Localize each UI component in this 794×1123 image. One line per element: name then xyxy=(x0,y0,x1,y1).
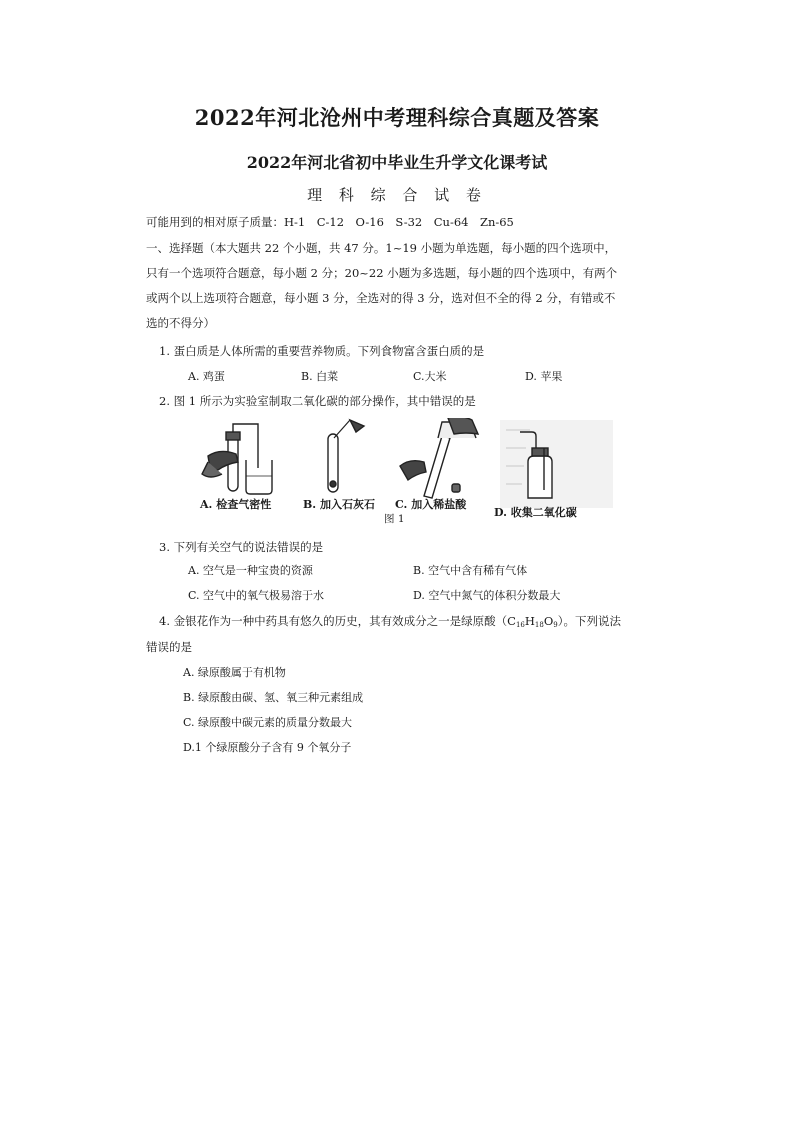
q3-option-b: B. 空气中含有稀有气体 xyxy=(413,564,528,577)
section1-line-3: 或两个以上选项符合题意，每小题 3 分，全选对的得 3 分，选对但不全的得 2 分，有错或不 xyxy=(146,291,616,305)
figure-label-b: B. 加入石灰石 xyxy=(303,498,375,511)
q2-stem: 2. 图 1 所示为实验室制取二氧化碳的部分操作，其中错误的是 xyxy=(159,394,476,408)
q3-option-d: D. 空气中氮气的体积分数最大 xyxy=(413,589,561,602)
section1-line-1: 一、选择题（本大题共 22 个小题，共 47 分。1~19 小题为单选题，每小题的四个选项中， xyxy=(146,241,617,255)
q4-stem-after: ）。下列说法 xyxy=(557,614,621,628)
q4-option-c: C. 绿原酸中碳元素的质量分数最大 xyxy=(183,716,353,729)
apparatus-b xyxy=(328,420,364,492)
apparatus-c xyxy=(400,418,478,498)
q4-option-d: D.1 个绿原酸分子含有 9 个氧分子 xyxy=(183,741,352,754)
q4-stem-line-2: 错误的是 xyxy=(146,640,192,654)
q4-formula-o: O xyxy=(543,614,554,628)
section1-line-4: 选的不得分） xyxy=(146,316,215,330)
q4-formula-sub-h: 18 xyxy=(534,621,544,629)
q3-option-c: C. 空气中的氧气极易溶于水 xyxy=(188,589,325,602)
section1-line-2: 只有一个选项符合题意，每小题 2 分；20~22 小题为多选题，每小题的四个选项中，有两个 xyxy=(146,266,618,280)
q4-option-a: A. 绿原酸属于有机物 xyxy=(183,666,286,679)
apparatus-a xyxy=(202,424,272,494)
exam-title: 2022年河北省初中毕业生升学文化课考试 xyxy=(246,153,548,172)
scan-shadow xyxy=(500,420,613,508)
q4-stem-before: 4. 金银花作为一种中药具有悠久的历史，其有效成分之一是绿原酸（C xyxy=(159,614,516,628)
atomic-masses: 可能用到的相对原子质量：H-1 C-12 O-16 S-32 Cu-64 Zn-65 xyxy=(146,215,514,229)
q4-option-b: B. 绿原酸由碳、氢、氧三种元素组成 xyxy=(183,691,364,704)
q4-formula-sub-o: 9 xyxy=(553,621,558,629)
figure-label-d: D. 收集二氧化碳 xyxy=(494,506,577,519)
main-title: 2022年河北沧州中考理科综合真题及答案 xyxy=(194,105,600,130)
figure-caption: 图 1 xyxy=(384,513,405,525)
paper-title: 理 科 综 合 试 卷 xyxy=(307,186,487,204)
q4-stem-line-1 xyxy=(159,614,621,632)
figure-label-a: A. 检查气密性 xyxy=(200,498,272,511)
q1-option-c: C.大米 xyxy=(413,370,447,383)
q1-option-d: D. 苹果 xyxy=(525,370,563,383)
q4-formula-h: H xyxy=(524,614,535,628)
figure-label-c: C. 加入稀盐酸 xyxy=(395,498,467,511)
figure-1 xyxy=(180,418,615,526)
q3-stem: 3. 下列有关空气的说法错误的是 xyxy=(159,540,324,554)
q1-option-a: A. 鸡蛋 xyxy=(188,370,225,383)
q1-stem: 1. 蛋白质是人体所需的重要营养物质。下列食物富含蛋白质的是 xyxy=(159,344,485,358)
q4-formula-sub-c: 16 xyxy=(515,621,525,629)
q1-option-b: B. 白菜 xyxy=(301,370,339,383)
q3-option-a: A. 空气是一种宝贵的资源 xyxy=(188,564,313,577)
